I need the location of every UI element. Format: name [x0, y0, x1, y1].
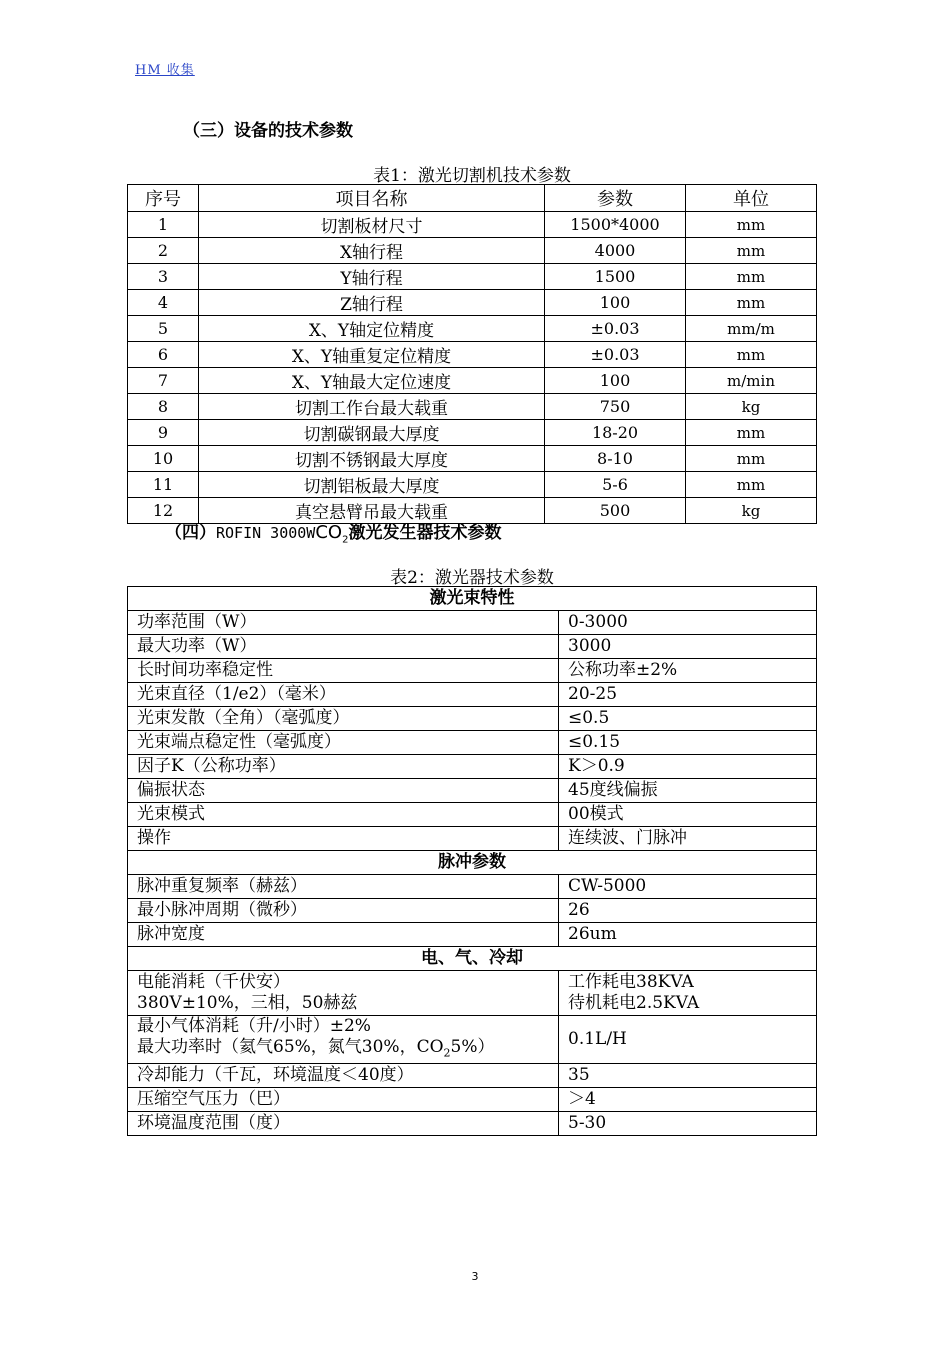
param-label: 光束端点稳定性（毫弧度）: [128, 731, 559, 755]
param-label: 脉冲宽度: [128, 923, 559, 947]
row-index: 1: [128, 212, 199, 238]
header-link[interactable]: HM 收集: [135, 63, 195, 78]
row-index: 6: [128, 342, 199, 368]
table-row: [128, 368, 817, 394]
unit: mm/m: [686, 316, 817, 342]
param-label: 脉冲重复频率（赫兹）: [128, 875, 559, 899]
item-name: 切割不锈钢最大厚度: [199, 446, 545, 472]
table-row: [128, 707, 817, 731]
gas-label-line2: 最大功率时（氦气65%，氮气30%，$CO_25\%$）: [137, 1037, 495, 1060]
cutter-spec-table: [127, 184, 817, 524]
param-value: 公称功率±2%: [559, 659, 817, 683]
section-title: 激光束特性: [128, 587, 817, 611]
param-label: 最大功率（W）: [128, 635, 559, 659]
table-row: [128, 635, 817, 659]
param-value: 8-10: [545, 446, 686, 472]
power-value-line1: 工作耗电38KVA: [568, 972, 694, 992]
table-row: [128, 446, 817, 472]
param-label: [128, 971, 559, 1016]
table-row: [128, 611, 817, 635]
table-row: [128, 316, 817, 342]
item-name: X、Y轴定位精度: [199, 316, 545, 342]
page-number: 3: [471, 1270, 479, 1283]
param-value: ±0.03: [545, 316, 686, 342]
param-value: 1500*4000: [545, 212, 686, 238]
param-value: 20-25: [559, 683, 817, 707]
param-value: 5-6: [545, 472, 686, 498]
table-row: [128, 971, 817, 1016]
param-label: 长时间功率稳定性: [128, 659, 559, 683]
param-label: 环境温度范围（度）: [128, 1112, 559, 1136]
table-row: [128, 923, 817, 947]
param-value: 45度线偏振: [559, 779, 817, 803]
param-label: 偏振状态: [128, 779, 559, 803]
param-value: 500: [545, 498, 686, 524]
section-3-heading: （三）设备的技术参数: [183, 121, 353, 141]
unit: mm: [686, 420, 817, 446]
param-value: 00模式: [559, 803, 817, 827]
table-row: [128, 212, 817, 238]
row-index: 5: [128, 316, 199, 342]
param-label: 功率范围（W）: [128, 611, 559, 635]
section-4-heading: [165, 518, 501, 546]
co2-symbol: $CO_2$: [315, 522, 349, 546]
table-row: [128, 1064, 817, 1088]
row-index: 2: [128, 238, 199, 264]
param-label: 光束模式: [128, 803, 559, 827]
col-header-index: 序号: [128, 185, 199, 212]
power-label-line2: 380V±10%，三相，50赫兹: [137, 993, 358, 1013]
col-header-param: 参数: [545, 185, 686, 212]
param-value: 18-20: [545, 420, 686, 446]
param-value: ＞4: [559, 1088, 817, 1112]
param-value: 35: [559, 1064, 817, 1088]
table-header-row: [128, 185, 817, 212]
table-row: [128, 827, 817, 851]
row-index: 3: [128, 264, 199, 290]
param-value: ≤0.5: [559, 707, 817, 731]
param-label: [128, 1016, 559, 1064]
unit: mm: [686, 264, 817, 290]
unit: m/min: [686, 368, 817, 394]
param-label: 因子K（公称功率）: [128, 755, 559, 779]
table-1-caption: 表1：激光切割机技术参数: [373, 166, 571, 186]
param-value: CW-5000: [559, 875, 817, 899]
unit: kg: [686, 394, 817, 420]
item-name: 切割铝板最大厚度: [199, 472, 545, 498]
table-row: [128, 472, 817, 498]
param-label: 压缩空气压力（巴）: [128, 1088, 559, 1112]
param-label: 光束直径（1/e2）（毫米）: [128, 683, 559, 707]
param-value: 100: [545, 368, 686, 394]
param-value: 0.1L/H: [559, 1016, 817, 1064]
table-row: [128, 683, 817, 707]
param-label: 最小脉冲周期（微秒）: [128, 899, 559, 923]
table-row: [128, 779, 817, 803]
laser-model: ROFIN 3000W: [216, 524, 316, 542]
table-row: [128, 1016, 817, 1064]
unit: mm: [686, 472, 817, 498]
col-header-unit: 单位: [686, 185, 817, 212]
unit: mm: [686, 446, 817, 472]
power-value-line2: 待机耗电2.5KVA: [568, 993, 700, 1013]
table-row: [128, 290, 817, 316]
param-label: 光束发散（全角）（毫弧度）: [128, 707, 559, 731]
item-name: Y轴行程: [199, 264, 545, 290]
row-index: 4: [128, 290, 199, 316]
table-row: [128, 875, 817, 899]
item-name: X、Y轴最大定位速度: [199, 368, 545, 394]
param-label: 操作: [128, 827, 559, 851]
gas-label-line1: 最小气体消耗（升/小时）±2%: [137, 1016, 371, 1036]
unit: mm: [686, 342, 817, 368]
unit: kg: [686, 498, 817, 524]
unit: mm: [686, 290, 817, 316]
unit: mm: [686, 238, 817, 264]
param-value: 0-3000: [559, 611, 817, 635]
row-index: 7: [128, 368, 199, 394]
item-name: 切割板材尺寸: [199, 212, 545, 238]
table-row: [128, 1112, 817, 1136]
param-value: ±0.03: [545, 342, 686, 368]
param-value: 26: [559, 899, 817, 923]
table-row: [128, 803, 817, 827]
item-name: X轴行程: [199, 238, 545, 264]
row-index: 11: [128, 472, 199, 498]
table-row: [128, 659, 817, 683]
param-value: K＞0.9: [559, 755, 817, 779]
param-value: 4000: [545, 238, 686, 264]
param-value: 750: [545, 394, 686, 420]
item-name: 切割工作台最大载重: [199, 394, 545, 420]
table-2-caption: 表2：激光器技术参数: [390, 568, 554, 588]
item-name: 切割碳钢最大厚度: [199, 420, 545, 446]
item-name: X、Y轴重复定位精度: [199, 342, 545, 368]
param-label: 冷却能力（千瓦，环境温度＜40度）: [128, 1064, 559, 1088]
section-title: 脉冲参数: [128, 851, 817, 875]
unit: mm: [686, 212, 817, 238]
table-row: [128, 1088, 817, 1112]
row-index: 12: [128, 498, 199, 524]
param-value: 5-30: [559, 1112, 817, 1136]
section-4-suffix: 激光发生器技术参数: [348, 523, 502, 543]
param-value: 26um: [559, 923, 817, 947]
section-row: [128, 851, 817, 875]
col-header-item: 项目名称: [199, 185, 545, 212]
row-index: 9: [128, 420, 199, 446]
param-value: 3000: [559, 635, 817, 659]
row-index: 8: [128, 394, 199, 420]
section-row: [128, 947, 817, 971]
table-row: [128, 238, 817, 264]
table-row: [128, 342, 817, 368]
table-row: [128, 264, 817, 290]
section-row: [128, 587, 817, 611]
row-index: 10: [128, 446, 199, 472]
table-row: [128, 731, 817, 755]
table-row: [128, 394, 817, 420]
param-value: 100: [545, 290, 686, 316]
item-name: Z轴行程: [199, 290, 545, 316]
param-value: ≤0.15: [559, 731, 817, 755]
table-row: [128, 420, 817, 446]
item-name: 真空悬臂吊最大载重: [199, 498, 545, 524]
param-value: 1500: [545, 264, 686, 290]
power-label-line1: 电能消耗（千伏安）: [137, 972, 290, 992]
section-4-prefix: （四）: [165, 523, 216, 543]
section-title: 电、气、冷却: [128, 947, 817, 971]
param-value: 连续波、门脉冲: [559, 827, 817, 851]
table-row: [128, 899, 817, 923]
laser-spec-table: [127, 586, 817, 1136]
table-row: [128, 755, 817, 779]
param-value: [559, 971, 817, 1016]
